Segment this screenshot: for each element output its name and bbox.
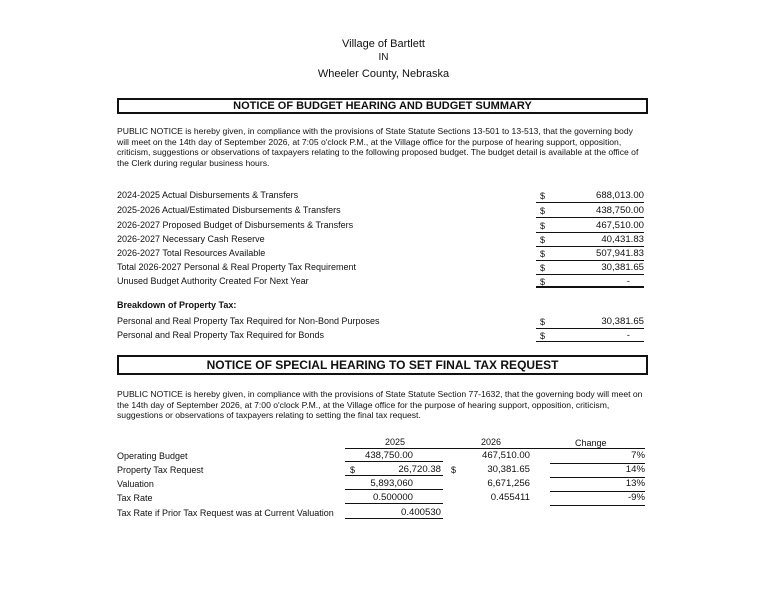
header-rule xyxy=(345,448,645,449)
table-row-label: Valuation xyxy=(117,479,154,489)
value-2025: 0.500000 xyxy=(345,492,443,504)
currency-symbol: $ xyxy=(540,317,546,327)
currency-symbol: $ xyxy=(540,221,546,231)
breakdown-row-value: 30,381.65 xyxy=(536,316,644,329)
breakdown-row-value: - xyxy=(536,330,644,342)
budget-row-value: 30,381.65 xyxy=(536,262,644,275)
value-2026: 467,510.00 xyxy=(481,450,530,461)
special-notice-title: NOTICE OF SPECIAL HEARING TO SET FINAL TAX REQUEST xyxy=(117,355,648,375)
currency-symbol: $ xyxy=(540,263,546,273)
special-notice-paragraph: PUBLIC NOTICE is hereby given, in compliance with the provisions of State Statute Section 77-1632, that the governing body will meet on the 14th day of September 2026, at 7:00 o'clock P.M., at the Village office for the purpose of hearing support, opposition, criticism, suggestions or observations of taxpayers relating to setting the final tax request. xyxy=(117,389,643,421)
budget-row-value: 507,941.83 xyxy=(536,248,644,261)
currency-symbol: $ xyxy=(540,191,546,201)
budget-row-value: 438,750.00 xyxy=(536,205,644,218)
budget-row-value: - xyxy=(536,276,644,288)
value-2025: 438,750.00 xyxy=(345,450,443,462)
column-header-2026: 2026 xyxy=(481,437,502,447)
value-2026: 6,671,256 xyxy=(487,478,530,489)
table-row-label: Operating Budget xyxy=(117,451,188,461)
breakdown-row-label: Personal and Real Property Tax Required for Bonds xyxy=(117,330,324,340)
budget-notice-paragraph: PUBLIC NOTICE is hereby given, in compliance with the provisions of State Statute Sections 13-501 to 13-513, that the governing body will meet on the 14th day of September 2026, at 7:05 o'clock P.M., at the Village office for the purpose of hearing support, opposition, criticism, suggestions or observations of taxpayers relating to the following proposed budget. The budget detail is available at the office of the Clerk during regular business hours. xyxy=(117,126,639,168)
change-rule xyxy=(550,505,645,506)
currency-symbol: $ xyxy=(540,235,546,245)
column-header-2025: 2025 xyxy=(384,437,406,447)
table-row-label: Tax Rate xyxy=(117,493,153,503)
currency-symbol: $ xyxy=(451,465,457,475)
budget-notice-title: NOTICE OF BUDGET HEARING AND BUDGET SUMMARY xyxy=(117,98,648,114)
currency-symbol: $ xyxy=(540,331,546,341)
table-row-label: Tax Rate if Prior Tax Request was at Current Valuation xyxy=(117,508,334,518)
value-change: -9% xyxy=(627,492,645,503)
value-2026: 30,381.65 xyxy=(487,464,530,475)
value-2025: 26,720.38 xyxy=(345,464,443,476)
currency-symbol: $ xyxy=(540,206,546,216)
budget-row-value: 40,431.83 xyxy=(536,234,644,247)
currency-symbol: $ xyxy=(540,249,546,259)
county-state: Wheeler County, Nebraska xyxy=(317,68,450,80)
currency-symbol: $ xyxy=(350,465,356,475)
value-2025: 5,893,060 xyxy=(345,478,443,490)
budget-row-label: 2025-2026 Actual/Estimated Disbursements & Transfers xyxy=(117,205,341,215)
table-row-label: Property Tax Request xyxy=(117,465,204,475)
currency-symbol: $ xyxy=(540,277,546,287)
budget-row-value: 688,013.00 xyxy=(536,190,644,203)
budget-row-value: 467,510.00 xyxy=(536,220,644,233)
budget-row-label: 2026-2027 Proposed Budget of Disbursements & Transfers xyxy=(117,220,354,230)
budget-row-label: Unused Budget Authority Created For Next Year xyxy=(117,276,309,286)
value-2025: 0.400530 xyxy=(345,507,443,519)
value-2026: 0.455411 xyxy=(490,492,530,503)
breakdown-heading: Breakdown of Property Tax: xyxy=(117,300,237,310)
value-change: 13% xyxy=(625,478,645,489)
budget-row-label: 2026-2027 Necessary Cash Reserve xyxy=(117,234,265,244)
budget-row-label: Total 2026-2027 Personal & Real Property Tax Requirement xyxy=(117,262,356,272)
header-in: IN xyxy=(378,52,389,63)
column-header-change: Change xyxy=(575,438,607,448)
village-name: Village of Bartlett xyxy=(342,38,425,50)
budget-row-label: 2026-2027 Total Resources Available xyxy=(117,248,266,258)
value-change: 14% xyxy=(625,464,645,475)
breakdown-row-label: Personal and Real Property Tax Required for Non-Bond Purposes xyxy=(117,316,380,326)
value-change: 7% xyxy=(631,450,645,461)
budget-row-label: 2024-2025 Actual Disbursements & Transfers xyxy=(117,190,299,200)
